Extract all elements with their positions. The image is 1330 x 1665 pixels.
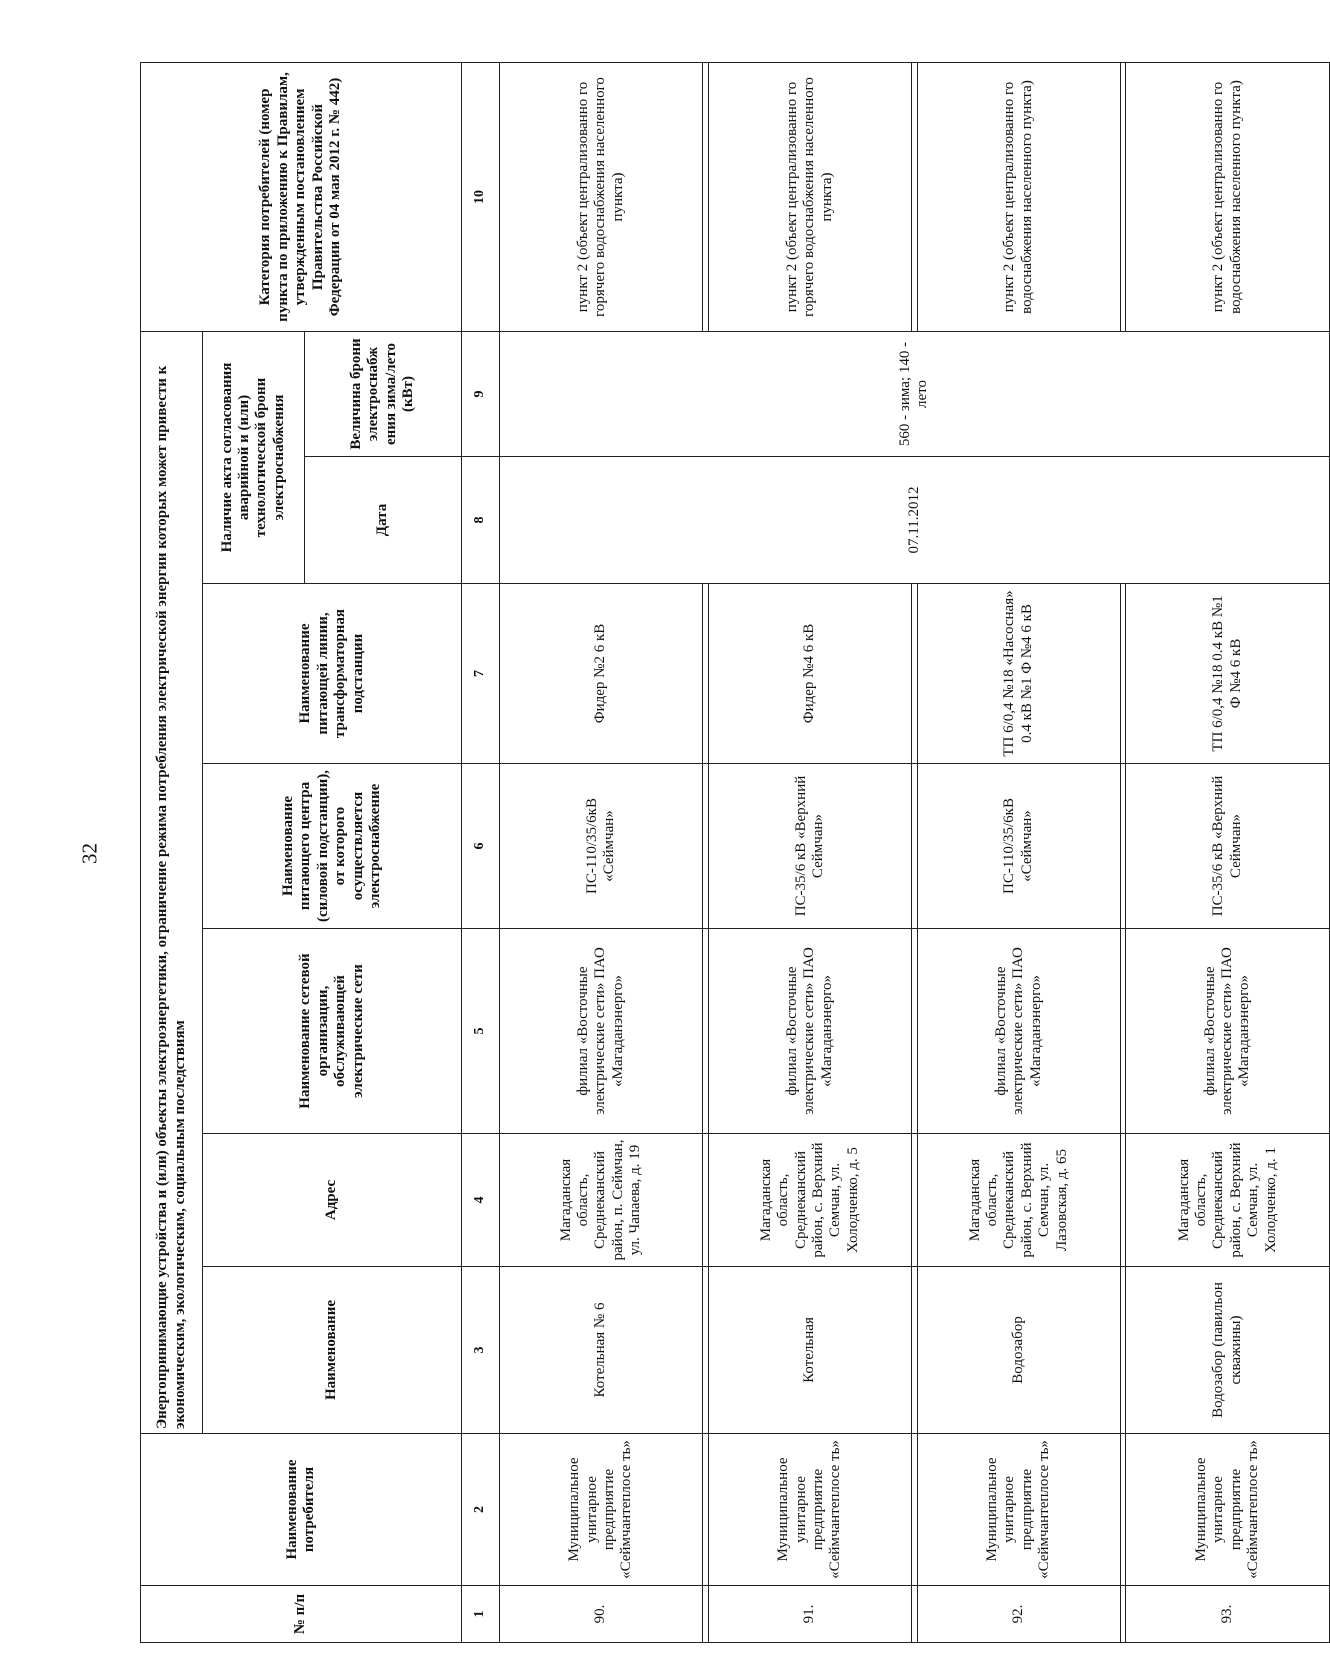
row-consumer: Муниципальное унитарное предприятие «Сеймчантеплосе ть» xyxy=(1126,1434,1330,1586)
table-row xyxy=(708,62,911,1642)
row-consumer: Муниципальное унитарное предприятие «Сеймчантеплосе ть» xyxy=(708,1434,911,1586)
table-row xyxy=(917,62,1120,1642)
header-name: Наименование xyxy=(203,1267,461,1434)
row-category: пункт 2 (объект централизованно го горячего водоснабжения населенного пункта) xyxy=(708,62,911,331)
table-row xyxy=(499,62,702,1642)
header-address: Адрес xyxy=(203,1134,461,1267)
row-name: Водозабор (павильон скважины) xyxy=(1126,1267,1330,1434)
shared-date: 07.11.2012 xyxy=(499,457,1329,584)
col-number: 2 xyxy=(461,1434,499,1586)
row-supply-center: ПС-110/35/6кВ «Сеймчан» xyxy=(917,764,1120,929)
page-number: 32 xyxy=(77,843,102,864)
col-number: 3 xyxy=(461,1267,499,1434)
row-grid-org: филиал «Восточные электрические сети» ПАО «Магаданэнерго» xyxy=(499,929,702,1134)
row-supply-center: ПС-35/6 кВ «Верхний Сеймчан» xyxy=(708,764,911,929)
row-address: Магаданская область, Среднеканский район, с. Верхний Семчан, ул. Холодченко, д. 1 xyxy=(1126,1134,1330,1267)
header-act-group: Наличие акта согласования аварийной и (или) технологической брони электроснабжения xyxy=(203,331,304,583)
row-num: 90. xyxy=(499,1586,702,1643)
row-grid-org: филиал «Восточные электрические сети» ПАО «Магаданэнерго» xyxy=(917,929,1120,1134)
row-address: Магаданская область, Среднеканский район, с. Верхний Семчан, ул. Лазовская, д. 65 xyxy=(917,1134,1120,1267)
col-number: 9 xyxy=(461,331,499,456)
col-number: 5 xyxy=(461,929,499,1134)
shared-reserve: 560 - зима; 140 - лето xyxy=(499,331,1329,456)
row-category: пункт 2 (объект централизованно го горячего водоснабжения населенного пункта) xyxy=(499,62,702,331)
col-number: 8 xyxy=(461,457,499,584)
row-name: Котельная № 6 xyxy=(499,1267,702,1434)
row-consumer: Муниципальное унитарное предприятие «Сеймчантеплосе ть» xyxy=(499,1434,702,1586)
header-category: Категория потребителей (номер пункта по приложению к Правилам, утвержденным постановлением Правительства Российской Федерации от 04 мая 2012 г. № 442) xyxy=(141,62,462,331)
header-grid-org: Наименование сетевой организации, обслуживающей электрические сети xyxy=(203,929,461,1134)
header-supply-center: Наименование питающего центра (силовой подстанции), от которого осуществляется электроснабжение xyxy=(203,764,461,929)
col-number: 4 xyxy=(461,1134,499,1267)
rotated-table-container xyxy=(140,63,1330,1643)
row-grid-org: филиал «Восточные электрические сети» ПАО «Магаданэнерго» xyxy=(1126,929,1330,1134)
row-category: пункт 2 (объект централизованно го водоснабжения населенного пункта) xyxy=(917,62,1120,331)
header-date: Дата xyxy=(304,457,461,584)
row-grid-org: филиал «Восточные электрические сети» ПАО «Магаданэнерго» xyxy=(708,929,911,1134)
col-number: 6 xyxy=(461,764,499,929)
row-name: Котельная xyxy=(708,1267,911,1434)
col-number: 10 xyxy=(461,62,499,331)
header-consumer: Наименование потребителя xyxy=(141,1434,462,1586)
header-num: № п/п xyxy=(141,1586,462,1643)
row-consumer: Муниципальное унитарное предприятие «Сеймчантеплосе ть» xyxy=(917,1434,1120,1586)
row-num: 92. xyxy=(917,1586,1120,1643)
header-reserve: Величина брони электроснабж ения зима/лето (кВт) xyxy=(304,331,461,456)
row-name: Водозабор xyxy=(917,1267,1120,1434)
col-number: 7 xyxy=(461,584,499,764)
row-category: пункт 2 (объект централизованно го водоснабжения населенного пункта) xyxy=(1126,62,1330,331)
row-num: 93. xyxy=(1126,1586,1330,1643)
row-address: Магаданская область, Среднеканский район, с. Верхний Семчан, ул. Холодченко, д. 5 xyxy=(708,1134,911,1267)
row-supply-line: Фидер №4 6 кВ xyxy=(708,584,911,764)
row-supply-line: ТП 6/0,4 №18 0.4 кВ №1 Ф №4 6 кВ xyxy=(1126,584,1330,764)
row-supply-center: ПС-110/35/6кВ «Сеймчан» xyxy=(499,764,702,929)
table-row xyxy=(1126,62,1330,1642)
header-group: Энергопринимающие устройства и (или) объекты электроэнергетики, ограничение режима потребления электрической энергии которых может привести к экономическим, экологическим, социальным последствиям xyxy=(141,331,203,1433)
row-supply-line: ТП 6/0,4 №18 «Насосная» 0.4 кВ №1 Ф №4 6 кВ xyxy=(917,584,1120,764)
row-supply-line: Фидер №2 6 кВ xyxy=(499,584,702,764)
row-supply-center: ПС-35/6 кВ «Верхний Сеймчан» xyxy=(1126,764,1330,929)
row-address: Магаданская область, Среднеканский район, п. Сеймчан, ул. Чапаева, д. 19 xyxy=(499,1134,702,1267)
consumers-table xyxy=(140,62,1330,1643)
row-num: 91. xyxy=(708,1586,911,1643)
col-number: 1 xyxy=(461,1586,499,1643)
header-supply-line: Наименование питающей линии, трансформаторная подстанции xyxy=(203,584,461,764)
